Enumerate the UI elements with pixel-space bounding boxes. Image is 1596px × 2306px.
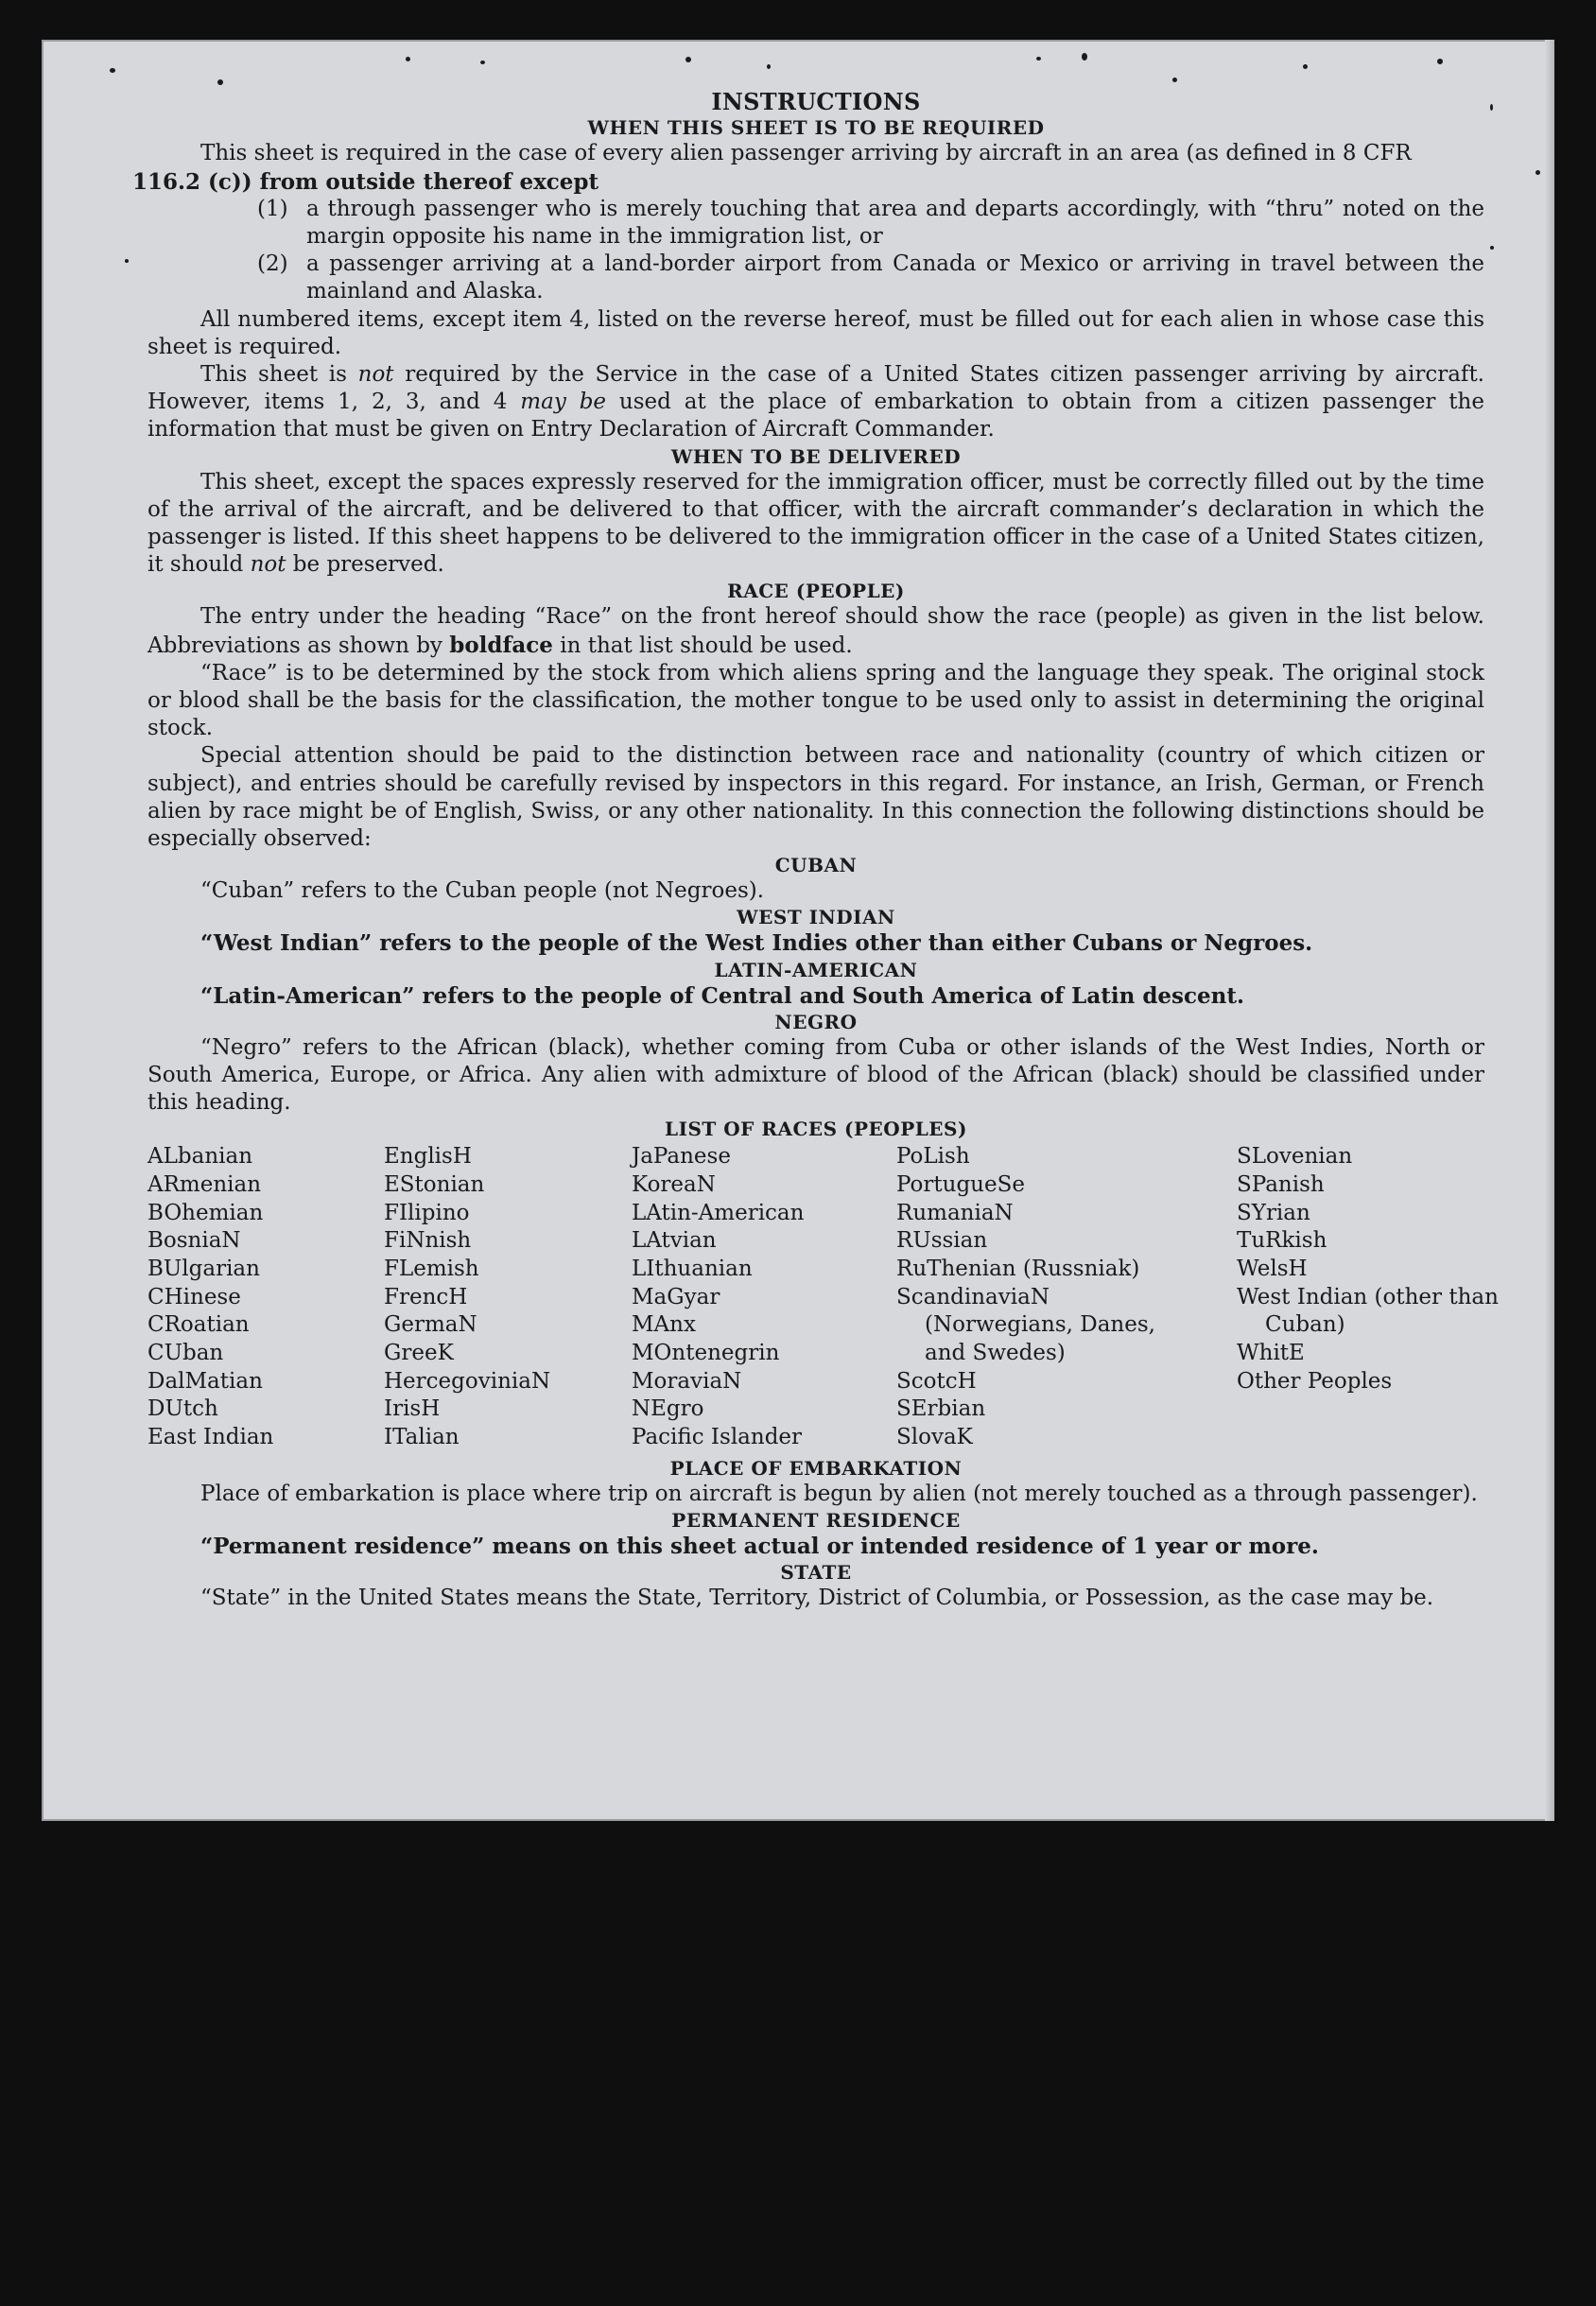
race-entry: ITalian	[384, 1424, 460, 1449]
emphasis-may-be: may be	[520, 390, 607, 415]
text-run: used at the place of embarkation to obtain from a citizen passenger the information that must be given on Entry Declaration of Aircraft Commander.	[147, 390, 1484, 442]
race-entry: LIthuanian	[632, 1257, 753, 1282]
race-entry: DUtch	[147, 1396, 218, 1422]
race-entry: FrencH	[384, 1284, 468, 1309]
races-column-1	[147, 1143, 384, 1451]
race-entry: TuRkish	[1237, 1228, 1327, 1254]
race-entry: RUssian	[896, 1228, 988, 1254]
race-entry: SYrian	[1237, 1200, 1310, 1225]
race-entry: RuThenian (Russniak)	[896, 1257, 1140, 1282]
speck-mark	[1082, 53, 1087, 61]
paragraph-residence: “Permanent residence” means on this sheet actual or intended residence of 1 year or more.	[200, 1533, 1319, 1559]
emphasis-not: not	[250, 552, 286, 578]
races-column-2	[384, 1143, 632, 1451]
paragraph-numbered-items: All numbered items, except item 4, listed on the reverse hereof, must be filled out for each alien in whose case this sheet is required.	[147, 306, 1484, 359]
race-entry: PortugueSe	[896, 1172, 1025, 1198]
speck-mark	[125, 259, 129, 263]
heading-list-of-races: LIST OF RACES (PEOPLES)	[665, 1118, 967, 1141]
race-entry: FLemish	[384, 1257, 479, 1282]
race-entry: JaPanese	[632, 1144, 731, 1170]
emphasis-boldface: boldface	[449, 632, 553, 658]
paragraph-citizen	[147, 361, 1484, 444]
text-run: required by the Service in the case of a United States citizen passenger arriving by aircraft. However, items 1, 2, 3, and 4	[147, 361, 1484, 415]
race-entry: ARmenian	[147, 1172, 262, 1198]
paragraph-race-nationality: Special attention should be paid to the distinction between race and nationality (country of which citizen or subject), and entries should be carefully revised by inspectors in this regard. For instance, an Irish, German, or French alien by race might be of English, Swiss, or any other nationality. In this connection the following distinctions should be especially observed:	[147, 743, 1484, 851]
race-entry: GreeK	[384, 1341, 454, 1365]
text-run: This sheet, except the spaces expressly reserved for the immigration officer, must be correctly filled out by the time of the arrival of the aircraft, and be delivered to that officer, with the aircraft commander’s declaration in which the passenger is listed. If this sheet happens to be delivered to the immigration officer in the case of a United States citizen, it should	[147, 469, 1484, 578]
race-entry: EStonian	[384, 1172, 485, 1198]
race-entry: MAnx	[632, 1312, 696, 1338]
emphasis-not: not	[357, 361, 394, 387]
race-entry: PoLish	[896, 1144, 970, 1170]
race-entry: East Indian	[147, 1424, 274, 1449]
heading-cuban: CUBAN	[774, 854, 858, 877]
heading-place-of-embarkation: PLACE OF EMBARKATION	[669, 1456, 963, 1480]
race-entry: ScotcH	[896, 1368, 977, 1394]
heading-latin-american: LATIN-AMERICAN	[714, 958, 918, 981]
race-entry: NEgro	[632, 1396, 704, 1422]
exception-item-1	[257, 196, 1484, 251]
race-entry: GermaN	[384, 1312, 477, 1338]
race-entry: DalMatian	[147, 1368, 263, 1394]
heading-race: RACE (PEOPLE)	[727, 580, 905, 603]
text-run: The entry under the heading “Race” on the front hereof should show the race (people) as given in the list below. Abbreviations as shown by	[147, 604, 1484, 658]
race-entry: BOhemian	[147, 1200, 264, 1225]
document-sheet	[42, 40, 1554, 1821]
paragraph-state: “State” in the United States means the State, Territory, District of Columbia, or Possession, as the case may be.	[200, 1586, 1434, 1611]
race-entry: SlovaK	[896, 1424, 973, 1449]
heading-when-delivered: WHEN TO BE DELIVERED	[670, 444, 962, 468]
required-intro-line2-text: 116.2 (c)) from outside thereof except	[132, 168, 599, 195]
heading-negro: NEGRO	[774, 1010, 858, 1033]
exception-item-number: (1)	[257, 196, 288, 221]
race-entry: WelsH	[1237, 1257, 1308, 1282]
race-entry: IrisH	[384, 1396, 441, 1422]
speck-mark	[1535, 170, 1540, 175]
speck-mark	[1490, 104, 1493, 111]
race-entry: WhitE	[1237, 1341, 1305, 1365]
race-entry: Other Peoples	[1237, 1368, 1393, 1394]
text-run: in that list should be used.	[552, 633, 853, 658]
heading-state: STATE	[780, 1561, 852, 1585]
race-entry: SPanish	[1237, 1172, 1325, 1198]
speck-mark	[480, 61, 485, 64]
race-entry: EnglisH	[384, 1144, 472, 1170]
page-edge-shadow	[1545, 40, 1554, 1821]
heading-permanent-residence: PERMANENT RESIDENCE	[671, 1508, 961, 1532]
races-column-3	[632, 1143, 896, 1451]
races-list	[147, 1143, 1499, 1451]
race-entry: RumaniaN	[896, 1200, 1014, 1225]
race-entry: CRoatian	[147, 1312, 250, 1338]
race-entry: FIlipino	[384, 1200, 470, 1225]
paragraph-race-entry	[147, 603, 1484, 659]
race-entry: KoreaN	[632, 1172, 716, 1198]
speck-mark	[1303, 64, 1308, 69]
race-entry: ScandinaviaN (Norwegians, Danes, and Swedes)	[896, 1284, 1155, 1365]
required-intro-line2	[132, 168, 1484, 196]
exception-item-text: a through passenger who is merely touching that area and departs accordingly, with “thru” noted on the margin opposite his name in the immigration list, or	[306, 196, 1484, 249]
speck-mark	[406, 57, 410, 61]
speck-mark	[1172, 78, 1177, 82]
heading-west-indian: WEST INDIAN	[737, 906, 895, 929]
speck-mark	[1036, 57, 1041, 61]
race-entry: SErbian	[896, 1396, 986, 1422]
race-entry: West Indian (other than Cuban)	[1237, 1284, 1499, 1338]
required-intro-line1: This sheet is required in the case of every alien passenger arriving by aircraft in an area (as defined in 8 CFR	[200, 141, 1412, 166]
race-entry: BosniaN	[147, 1228, 241, 1254]
race-entry: ALbanian	[147, 1144, 253, 1170]
paragraph-race-definition: “Race” is to be determined by the stock from which aliens spring and the language they speak. The original stock or blood shall be the basis for the classification, the mother tongue to be used only to assist in determining the original stock.	[147, 660, 1484, 741]
speck-mark	[685, 57, 691, 62]
exception-item-text: a passenger arriving at a land-border airport from Canada or Mexico or arriving in travel between the mainland and Alaska.	[306, 251, 1484, 304]
race-entry: HercegoviniaN	[384, 1368, 551, 1394]
heading-when-required: WHEN THIS SHEET IS TO BE REQUIRED	[587, 116, 1045, 140]
paragraph-cuban: “Cuban” refers to the Cuban people (not Negroes).	[200, 878, 765, 904]
paragraph-latin-american: “Latin-American” refers to the people of Central and South America of Latin descent.	[200, 982, 1244, 1009]
race-entry: FiNnish	[384, 1228, 472, 1254]
paragraph-embarkation: Place of embarkation is place where trip on aircraft is begun by alien (not merely touched as a through passenger).	[200, 1481, 1478, 1506]
paragraph-delivered	[147, 469, 1484, 580]
paragraph-west-indian: “West Indian” refers to the people of the West Indies other than either Cubans or Negroes.	[200, 930, 1313, 957]
race-entry: MOntenegrin	[632, 1341, 780, 1365]
race-entry: BUlgarian	[147, 1257, 260, 1282]
speck-mark	[1437, 59, 1443, 64]
race-entry: LAtin-American	[632, 1200, 805, 1225]
race-entry: CHinese	[147, 1284, 241, 1309]
races-column-4	[896, 1143, 1237, 1451]
race-entry: SLovenian	[1237, 1144, 1353, 1170]
speck-mark	[110, 68, 115, 73]
race-entry: LAtvian	[632, 1228, 717, 1254]
page-title: INSTRUCTIONS	[711, 88, 921, 115]
race-entry: CUban	[147, 1341, 224, 1365]
race-entry: MoraviaN	[632, 1368, 742, 1394]
race-entry: Pacific Islander	[632, 1424, 803, 1449]
speck-mark	[217, 79, 223, 85]
race-entry: MaGyar	[632, 1284, 720, 1309]
races-column-5	[1237, 1143, 1499, 1451]
speck-mark	[1490, 246, 1494, 250]
exception-item-number: (2)	[257, 251, 288, 277]
speck-mark	[767, 64, 771, 69]
paragraph-negro: “Negro” refers to the African (black), whether coming from Cuba or other islands of the West Indies, North or South America, Europe, or Africa. Any alien with admixture of blood of the African (black) should be classified under this heading.	[147, 1034, 1484, 1116]
exception-item-2	[257, 251, 1484, 305]
text-run: This sheet is	[200, 361, 358, 387]
text-run: be preserved.	[286, 552, 444, 578]
